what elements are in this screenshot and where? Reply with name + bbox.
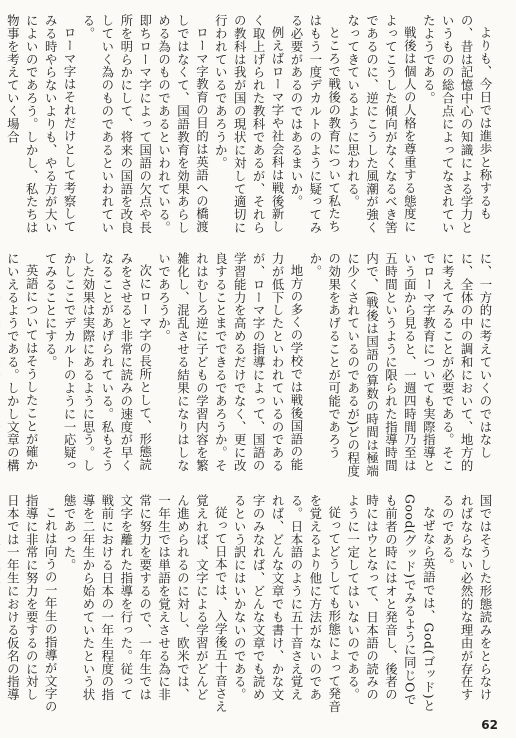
text-section-top — [5, 14, 494, 236]
paragraph: ローマ字はそれだけとして考察してみる時やらないよりも、やる方が大いによいのであろう。しかし、私たちは物事を考えていく場合 — [5, 14, 78, 235]
paragraph: よりも、今日では進歩と称するもの、昔は記憶中心の知識による学力というものの総合点によってなされていたようである。 — [421, 14, 493, 235]
page-number: 62 — [481, 718, 498, 732]
paragraph: 従って日本では、入学後五十音さえ覚えれば、文字による学習がどんどん進められるのに対し、欧米では、一年生では単語を覚えさせる為に非常に努力を要するので、一年生では文字を離れた指導を行った。従って戦前における日本の一年生程度の指導を二年生から始めていたという状態であった。 — [62, 494, 229, 714]
paragraph: 英語についてはそうしたことが確かにいえるようである。しかし文章の構 — [5, 252, 40, 473]
paragraph: に、一方的に考えていくのではなしに、全体の中の調和において、地方的に考えてみることが必要である。そこでローマ字教育についても実際指導という面から見ると、一週四時間乃至は五時間というように限られた指導時間内で、(戦後は国語の算数の時間は極端に少くされているのであるが)どの程度の効果をあげることが可能であろうか。 — [307, 252, 493, 478]
paragraph: 国ではそうした形態読みをとらなければならない必然的な理由が存在するのである。 — [440, 494, 493, 702]
paragraph: 例えばローマ字や社会科は戦後新しく取上げられた教科であるが、それらの教科は我が国の現状に対して適切に行われているであろうか。 — [213, 14, 286, 235]
paragraph: 地方の多くの学校では戦後国語の能力が低下したといわれているのであるが、ローマ字の指導によって、国語の学習能力を高めるだけでなく、更に改良することまでできるであろうか。それはむしろ逆に子どもの学習内容を繁雑化し、混乱させる結果になりはしないであろうか。 — [156, 252, 304, 473]
text-section-bottom — [5, 494, 494, 714]
paragraph: ところで戦後の教育について私たちはもう一度デカルトのように疑ってみる必要があるのではあるまいか。 — [288, 14, 342, 235]
paragraph: これは向うの一年生の指導が文字の指導に非常に努力を要するのに対し日本では一年生における仮名の指導 — [5, 494, 59, 714]
paragraph: 戦後は個人の人格を尊重する態度によってこうした傾向がなくなるべき筈であるのに、逆にこうした風潮が強くなってきているように思われる。 — [345, 14, 418, 235]
text-section-middle — [5, 252, 494, 478]
paragraph: 次にローマ字の長所として、形態読みをさせると非常に読みの速度が早くなることがあげられている。私もそうした効果は実際にあるように思う。しかしここでデカルトのように一応疑ってみることにする。 — [43, 252, 153, 473]
paragraph: ローマ字教育の目的は英語への橋渡しではなくて、国語教育を効果あらしめる為のものであるといわれている。即ちローマ字によって国語の欠点や長所を明らかにして、将来の国語を改良していく為のものであるといわれている。 — [80, 14, 210, 235]
paragraph: 従ってどうしても形態によって発音を覚えるより他に方法がないのである。日本語のように五十音さえ覚えれば、どんな文章でも書け、かな文字のみなれば、どんな文章でも読めるという訳にはいかないのである。 — [232, 494, 342, 714]
paragraph: なぜなら英語では、God(ゴッド)とGood(グッド)でみるように同じOでも前者の時にはオと発音し、後者の時にはウとなって、日本語の読みのように一定してはいないのである。 — [345, 494, 437, 713]
